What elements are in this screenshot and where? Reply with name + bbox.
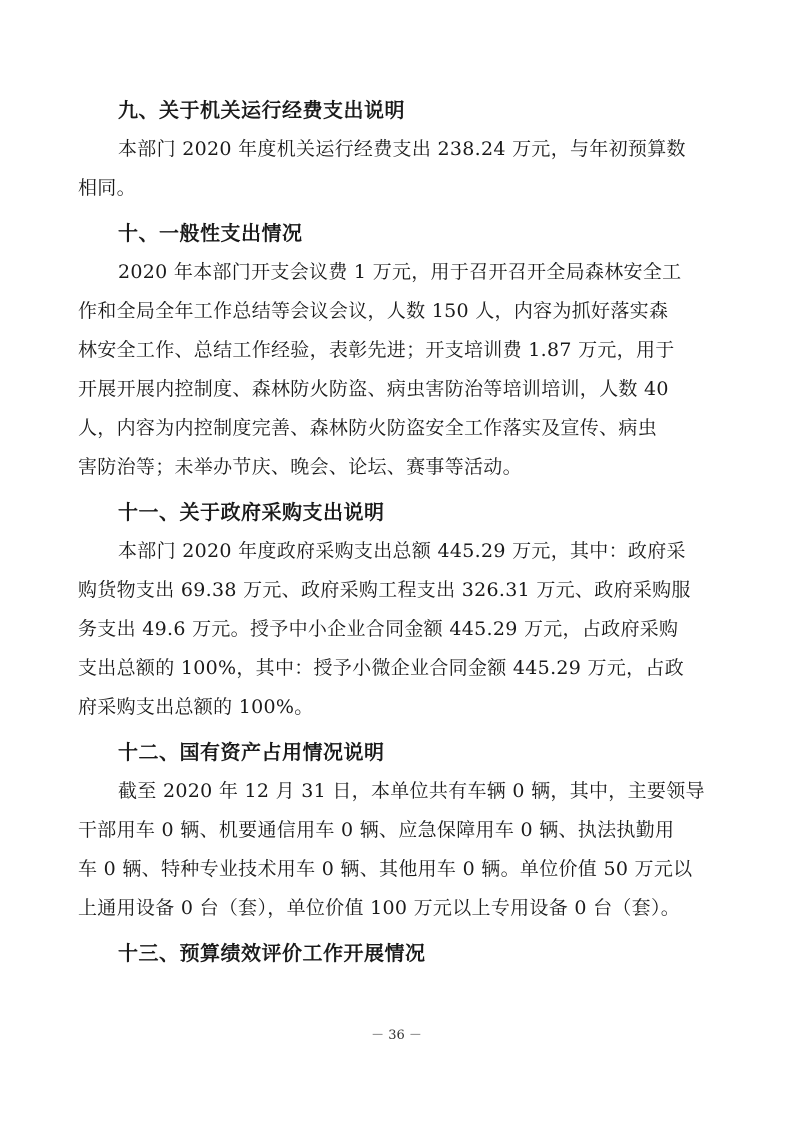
text-line: 害防治等；未举办节庆、晚会、论坛、赛事等活动。: [78, 456, 522, 478]
text-line: 干部用车 0 辆、机要通信用车 0 辆、应急保障用车 0 辆、执法执勤用: [78, 819, 675, 841]
text-line: 相同。: [78, 177, 136, 199]
section-heading-11: 十一、关于政府采购支出说明: [118, 500, 385, 524]
text-line: 购货物支出 69.38 万元、政府采购工程支出 326.31 万元、政府采购服: [78, 579, 691, 601]
text-line: 支出总额的 100%，其中：授予小微企业合同金额 445.29 万元，占政: [78, 657, 685, 679]
text-line: 人，内容为内控制度完善、森林防火防盗安全工作落实及宣传、病虫: [78, 417, 658, 439]
text-line: 府采购支出总额的 100%。: [78, 696, 314, 718]
text-line: 截至 2020 年 12 月 31 日，本单位共有车辆 0 辆，其中，主要领导: [118, 780, 705, 802]
section-heading-12: 十二、国有资产占用情况说明: [118, 740, 385, 764]
text-line: 本部门 2020 年度政府采购支出总额 445.29 万元，其中：政府采: [118, 540, 686, 562]
text-line: 林安全工作、总结工作经验，表彰先进；开支培训费 1.87 万元，用于: [78, 339, 675, 361]
document-body: [78, 91, 728, 973]
section-heading-13: 十三、预算绩效评价工作开展情况: [118, 941, 426, 965]
text-line: 上通用设备 0 台（套），单位价值 100 万元以上专用设备 0 台（套）。: [78, 897, 681, 919]
text-line: 2020 年本部门开支会议费 1 万元，用于召开召开全局森林安全工: [118, 261, 682, 283]
section-paragraph-10: [78, 253, 728, 487]
text-line: 本部门 2020 年度机关运行经费支出 238.24 万元，与年初预算数: [118, 138, 686, 160]
section-heading-9: 九、关于机关运行经费支出说明: [118, 98, 405, 122]
page-number: － 36 －: [371, 1028, 422, 1043]
text-line: 开展开展内控制度、森林防火防盗、病虫害防治等培训培训，人数 40: [78, 378, 669, 400]
section-paragraph-12: [78, 772, 728, 928]
text-line: 务支出 49.6 万元。授予中小企业合同金额 445.29 万元，占政府采购: [78, 618, 679, 640]
text-line: 作和全局全年工作总结等会议会议，人数 150 人，内容为抓好落实森: [78, 300, 669, 322]
section-heading-10: 十、一般性支出情况: [118, 221, 303, 245]
text-line: 车 0 辆、特种专业技术用车 0 辆、其他用车 0 辆。单位价值 50 万元以: [78, 858, 693, 880]
section-paragraph-9: [78, 130, 728, 208]
section-paragraph-11: [78, 532, 728, 727]
